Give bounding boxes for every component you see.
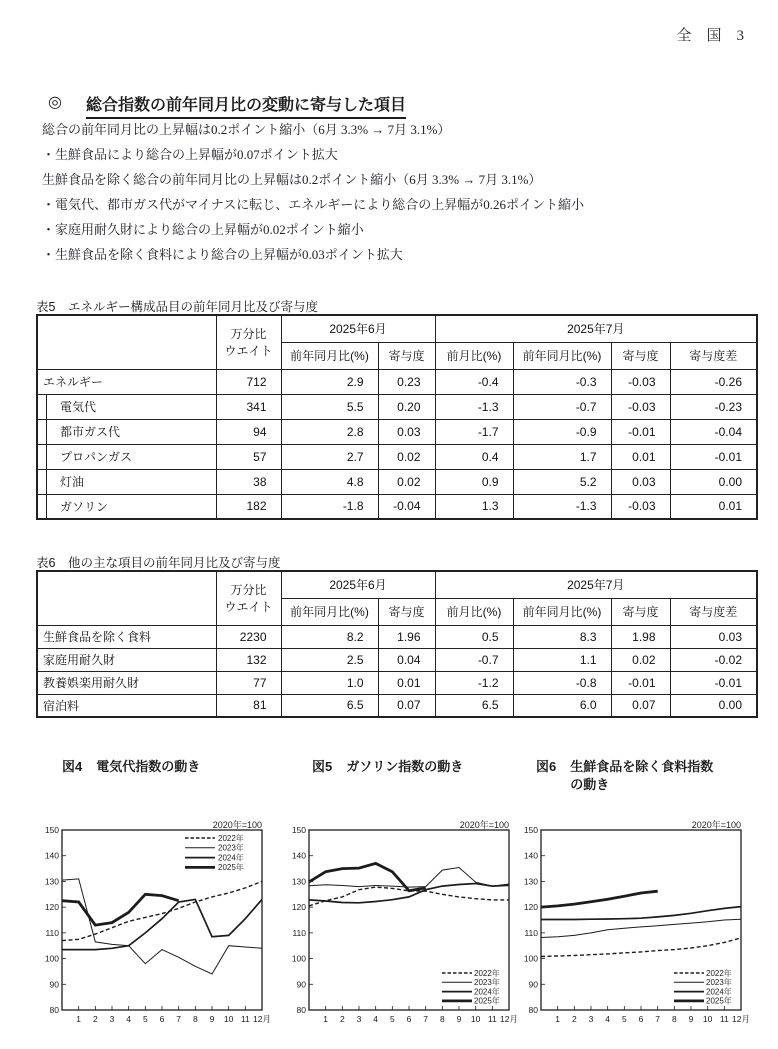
- value-cell: -0.01: [670, 671, 757, 694]
- x-tick-label: 1: [555, 1014, 561, 1024]
- table-row: [37, 419, 757, 444]
- y-tick-label: 140: [44, 850, 59, 861]
- x-tick-label: 2: [92, 1014, 98, 1024]
- legend-label: 2025年: [706, 996, 732, 1006]
- value-cell: 0.23: [378, 369, 435, 394]
- value-cell: 94: [216, 419, 281, 444]
- y-tick-label: 100: [44, 953, 59, 964]
- table-energy-items: [36, 314, 758, 520]
- value-cell: 38: [216, 469, 281, 494]
- y-tick-label: 150: [523, 825, 538, 835]
- figure6-title: [536, 758, 722, 794]
- x-tick-label: 9: [456, 1014, 462, 1024]
- legend-label: 2023年: [474, 978, 500, 988]
- value-cell: -1.2: [435, 671, 513, 694]
- value-cell: -0.03: [611, 369, 670, 394]
- legend-label: 2022年: [474, 968, 500, 978]
- y-tick-label: 130: [291, 876, 306, 887]
- legend-label: 2024年: [706, 987, 732, 997]
- table5-caption: 表5 エネルギー構成品目の前年同月比及び寄与度: [36, 300, 318, 314]
- value-cell: 0.03: [611, 469, 670, 494]
- value-cell: 57: [216, 444, 281, 469]
- value-cell: 0.03: [378, 419, 435, 444]
- june-group-header: 2025年6月: [281, 315, 435, 342]
- figure-label: 図6: [536, 759, 557, 774]
- y-tick-label: 90: [528, 979, 538, 990]
- y-tick-label: 90: [49, 979, 59, 990]
- value-cell: 0.5: [435, 625, 513, 648]
- value-cell: -0.02: [670, 648, 757, 671]
- x-tick-label: 8: [439, 1014, 445, 1024]
- value-cell: -0.23: [670, 394, 757, 419]
- value-cell: 8.3: [513, 625, 611, 648]
- series-line-2023年: [62, 879, 262, 974]
- y-tick-label: 120: [44, 902, 59, 913]
- section-heading: [48, 92, 406, 119]
- value-cell: 5.5: [281, 394, 378, 419]
- value-cell: 6.5: [435, 694, 513, 717]
- x-tick-label: 10: [702, 1014, 713, 1024]
- value-cell: 77: [216, 671, 281, 694]
- x-tick-label: 2: [339, 1014, 345, 1024]
- column-header: 寄与度: [611, 342, 670, 369]
- july-group-header: 2025年7月: [435, 571, 757, 598]
- chart-figure6-container: [507, 820, 752, 1035]
- row-label: プロパンガス: [37, 444, 216, 469]
- x-tick-label: 11: [719, 1014, 729, 1024]
- table-row: [37, 494, 757, 519]
- legend-label: 2024年: [474, 987, 500, 997]
- june-group-header: 2025年6月: [281, 571, 435, 598]
- y-tick-label: 100: [523, 953, 538, 964]
- x-tick-label: 12月: [500, 1014, 518, 1024]
- value-cell: -0.26: [670, 369, 757, 394]
- column-header: 前年同月比(%): [513, 598, 611, 625]
- x-tick-label: 11: [487, 1014, 497, 1024]
- chart-index-note: 2020年=100: [459, 820, 509, 830]
- series-line-2024年: [62, 899, 262, 949]
- value-cell: 2.7: [281, 444, 378, 469]
- x-tick-label: 12月: [253, 1014, 271, 1024]
- heading-title: 総合指数の前年同月比の変動に寄与した項目: [86, 92, 406, 119]
- value-cell: 2.9: [281, 369, 378, 394]
- figure-title-text: 生鮮食品を除く食料指数の動き: [570, 759, 714, 792]
- x-tick-label: 4: [605, 1014, 611, 1024]
- y-tick-label: 140: [523, 850, 538, 861]
- table-header: [37, 315, 757, 369]
- row-label: 家庭用耐久財: [37, 648, 216, 671]
- value-cell: 2230: [216, 625, 281, 648]
- series-line-2024年: [541, 907, 741, 920]
- chart-index-note: 2020年=100: [691, 820, 741, 830]
- value-cell: -1.3: [513, 494, 611, 519]
- table-row: [37, 694, 757, 717]
- weight-header-line2: ウエイト: [224, 600, 273, 615]
- table-body: [37, 369, 757, 519]
- value-cell: 0.03: [670, 625, 757, 648]
- table-row: [37, 369, 757, 394]
- y-tick-label: 80: [49, 1005, 59, 1015]
- series-line-2025年: [541, 891, 658, 907]
- x-tick-label: 7: [176, 1014, 182, 1024]
- value-cell: -0.03: [611, 394, 670, 419]
- value-cell: 0.00: [670, 469, 757, 494]
- row-label: 都市ガス代: [37, 419, 216, 444]
- value-cell: -1.7: [435, 419, 513, 444]
- value-cell: 0.02: [611, 648, 670, 671]
- chart-figure4: [28, 820, 273, 1035]
- summary-line: ・家庭用耐久財により総合の上昇幅が0.02ポイント縮小: [42, 222, 364, 237]
- x-tick-label: 5: [142, 1014, 148, 1024]
- value-cell: 0.9: [435, 469, 513, 494]
- value-cell: 1.98: [611, 625, 670, 648]
- legend-label: 2023年: [218, 843, 244, 853]
- value-cell: 2.8: [281, 419, 378, 444]
- y-tick-label: 150: [291, 825, 306, 835]
- value-cell: -1.8: [281, 494, 378, 519]
- y-tick-label: 130: [44, 876, 59, 887]
- value-cell: 0.04: [378, 648, 435, 671]
- legend-label: 2022年: [706, 968, 732, 978]
- value-cell: 0.02: [378, 469, 435, 494]
- value-cell: 1.0: [281, 671, 378, 694]
- value-cell: 2.5: [281, 648, 378, 671]
- series-line-2022年: [541, 938, 741, 957]
- x-tick-label: 12月: [732, 1014, 750, 1024]
- value-cell: 1.7: [513, 444, 611, 469]
- row-label: 生鮮食品を除く食料: [37, 625, 216, 648]
- y-tick-label: 110: [45, 927, 59, 938]
- value-cell: 0.20: [378, 394, 435, 419]
- blank-header-cell: [37, 315, 216, 369]
- value-cell: 0.00: [670, 694, 757, 717]
- table-row: [37, 648, 757, 671]
- x-tick-label: 8: [671, 1014, 677, 1024]
- value-cell: -0.7: [435, 648, 513, 671]
- value-cell: 1.96: [378, 625, 435, 648]
- table-row: [37, 671, 757, 694]
- column-header: 前月比(%): [435, 342, 513, 369]
- figure-title-text: ガソリン指数の動き: [346, 759, 464, 774]
- x-tick-label: 5: [389, 1014, 395, 1024]
- legend-label: 2025年: [218, 863, 244, 873]
- column-header: 前年同月比(%): [281, 598, 378, 625]
- value-cell: -1.3: [435, 394, 513, 419]
- y-tick-label: 110: [292, 927, 306, 938]
- legend-label: 2025年: [474, 996, 500, 1006]
- figure4-title: [62, 758, 200, 776]
- value-cell: -0.04: [670, 419, 757, 444]
- value-cell: -0.03: [611, 494, 670, 519]
- x-tick-label: 1: [76, 1014, 82, 1024]
- value-cell: 8.2: [281, 625, 378, 648]
- legend-label: 2023年: [706, 978, 732, 988]
- y-tick-label: 110: [524, 927, 538, 938]
- heading-marker-icon: ◎: [48, 94, 62, 111]
- chart-figure6: [507, 820, 752, 1035]
- legend-label: 2022年: [218, 833, 244, 843]
- value-cell: -0.8: [513, 671, 611, 694]
- column-header: 寄与度: [378, 342, 435, 369]
- legend-label: 2024年: [218, 853, 244, 863]
- x-tick-label: 3: [356, 1014, 362, 1024]
- summary-line: 総合の前年同月比の上昇幅は0.2ポイント縮小（6月 3.3% → 7月 3.1%）: [42, 122, 451, 137]
- column-header: 寄与度: [378, 598, 435, 625]
- x-tick-label: 3: [109, 1014, 115, 1024]
- value-cell: 0.02: [378, 444, 435, 469]
- weight-column-header: [216, 315, 281, 369]
- x-tick-label: 1: [323, 1014, 329, 1024]
- x-tick-label: 4: [126, 1014, 132, 1024]
- column-header: 前年同月比(%): [281, 342, 378, 369]
- row-label: 教養娯楽用耐久財: [37, 671, 216, 694]
- x-tick-label: 11: [240, 1014, 250, 1024]
- table-row: [37, 444, 757, 469]
- value-cell: 182: [216, 494, 281, 519]
- weight-column-header: [216, 571, 281, 625]
- y-tick-label: 120: [523, 902, 538, 913]
- table-header: [37, 571, 757, 625]
- value-cell: 132: [216, 648, 281, 671]
- x-tick-label: 7: [423, 1014, 429, 1024]
- y-tick-label: 100: [291, 953, 306, 964]
- summary-line: ・電気代、都市ガス代がマイナスに転じ、エネルギーにより総合の上昇幅が0.26ポイント縮小: [42, 197, 584, 212]
- value-cell: 1.1: [513, 648, 611, 671]
- value-cell: -0.3: [513, 369, 611, 394]
- y-tick-label: 120: [291, 902, 306, 913]
- series-line-2023年: [541, 919, 741, 937]
- chart-figure5-container: [275, 820, 520, 1035]
- column-header: 寄与度差: [670, 598, 757, 625]
- value-cell: 81: [216, 694, 281, 717]
- weight-header-line2: ウエイト: [224, 344, 273, 359]
- figure-title-text: 電気代指数の動き: [96, 759, 201, 774]
- table-body: [37, 625, 757, 717]
- table6-caption: 表6 他の主な項目の前年同月比及び寄与度: [36, 556, 281, 570]
- x-tick-label: 9: [209, 1014, 215, 1024]
- x-tick-label: 7: [655, 1014, 661, 1024]
- value-cell: 712: [216, 369, 281, 394]
- x-tick-label: 10: [470, 1014, 481, 1024]
- summary-line: 生鮮食品を除く総合の前年同月比の上昇幅は0.2ポイント縮小（6月 3.3% → 7月 3.1%）: [42, 172, 542, 187]
- july-group-header: 2025年7月: [435, 315, 757, 342]
- weight-header-line1: 万分比: [230, 327, 267, 342]
- x-tick-label: 8: [192, 1014, 198, 1024]
- x-tick-label: 9: [688, 1014, 694, 1024]
- x-tick-label: 4: [373, 1014, 379, 1024]
- value-cell: -0.01: [611, 419, 670, 444]
- value-cell: 6.5: [281, 694, 378, 717]
- value-cell: 0.01: [611, 444, 670, 469]
- value-cell: 4.8: [281, 469, 378, 494]
- weight-header-line1: 万分比: [230, 583, 267, 598]
- value-cell: 0.01: [378, 671, 435, 694]
- page-corner-label: 全 国 3: [676, 28, 744, 44]
- x-tick-label: 10: [223, 1014, 234, 1024]
- value-cell: -0.4: [435, 369, 513, 394]
- row-label: 灯油: [37, 469, 216, 494]
- summary-text-block: [42, 117, 742, 267]
- row-label: エネルギー: [37, 369, 216, 394]
- figure5-title: [312, 758, 463, 776]
- x-tick-label: 2: [571, 1014, 577, 1024]
- table-row: [37, 469, 757, 494]
- value-cell: -0.7: [513, 394, 611, 419]
- y-tick-label: 140: [291, 850, 306, 861]
- value-cell: 5.2: [513, 469, 611, 494]
- value-cell: -0.9: [513, 419, 611, 444]
- value-cell: -0.01: [670, 444, 757, 469]
- value-cell: 0.4: [435, 444, 513, 469]
- value-cell: 0.07: [378, 694, 435, 717]
- value-cell: -0.01: [611, 671, 670, 694]
- y-tick-label: 80: [296, 1005, 306, 1015]
- x-tick-label: 6: [159, 1014, 165, 1024]
- column-header: 寄与度: [611, 598, 670, 625]
- value-cell: 1.3: [435, 494, 513, 519]
- summary-line: ・生鮮食品を除く食料により総合の上昇幅が0.03ポイント拡大: [42, 247, 403, 262]
- chart-figure4-container: [28, 820, 273, 1035]
- series-line-2024年: [309, 884, 509, 903]
- row-label: 宿泊料: [37, 694, 216, 717]
- y-tick-label: 150: [44, 825, 59, 835]
- row-label: 電気代: [37, 394, 216, 419]
- table-other-items: [36, 570, 758, 718]
- table-row: [37, 394, 757, 419]
- value-cell: -0.04: [378, 494, 435, 519]
- value-cell: 341: [216, 394, 281, 419]
- value-cell: 0.01: [670, 494, 757, 519]
- table-row: [37, 625, 757, 648]
- y-tick-label: 80: [528, 1005, 538, 1015]
- y-tick-label: 130: [523, 876, 538, 887]
- x-tick-label: 6: [406, 1014, 412, 1024]
- x-tick-label: 5: [621, 1014, 627, 1024]
- x-tick-label: 6: [638, 1014, 644, 1024]
- row-label: ガソリン: [37, 494, 216, 519]
- summary-line: ・生鮮食品により総合の上昇幅が0.07ポイント拡大: [42, 147, 338, 162]
- x-tick-label: 3: [588, 1014, 594, 1024]
- column-header: 寄与度差: [670, 342, 757, 369]
- blank-header-cell: [37, 571, 216, 625]
- figure-label: 図5: [312, 759, 333, 774]
- value-cell: 0.07: [611, 694, 670, 717]
- figure-label: 図4: [62, 759, 83, 774]
- column-header: 前年同月比(%): [513, 342, 611, 369]
- y-tick-label: 90: [296, 979, 306, 990]
- chart-index-note: 2020年=100: [212, 820, 262, 830]
- chart-figure5: [275, 820, 520, 1035]
- value-cell: 6.0: [513, 694, 611, 717]
- column-header: 前月比(%): [435, 598, 513, 625]
